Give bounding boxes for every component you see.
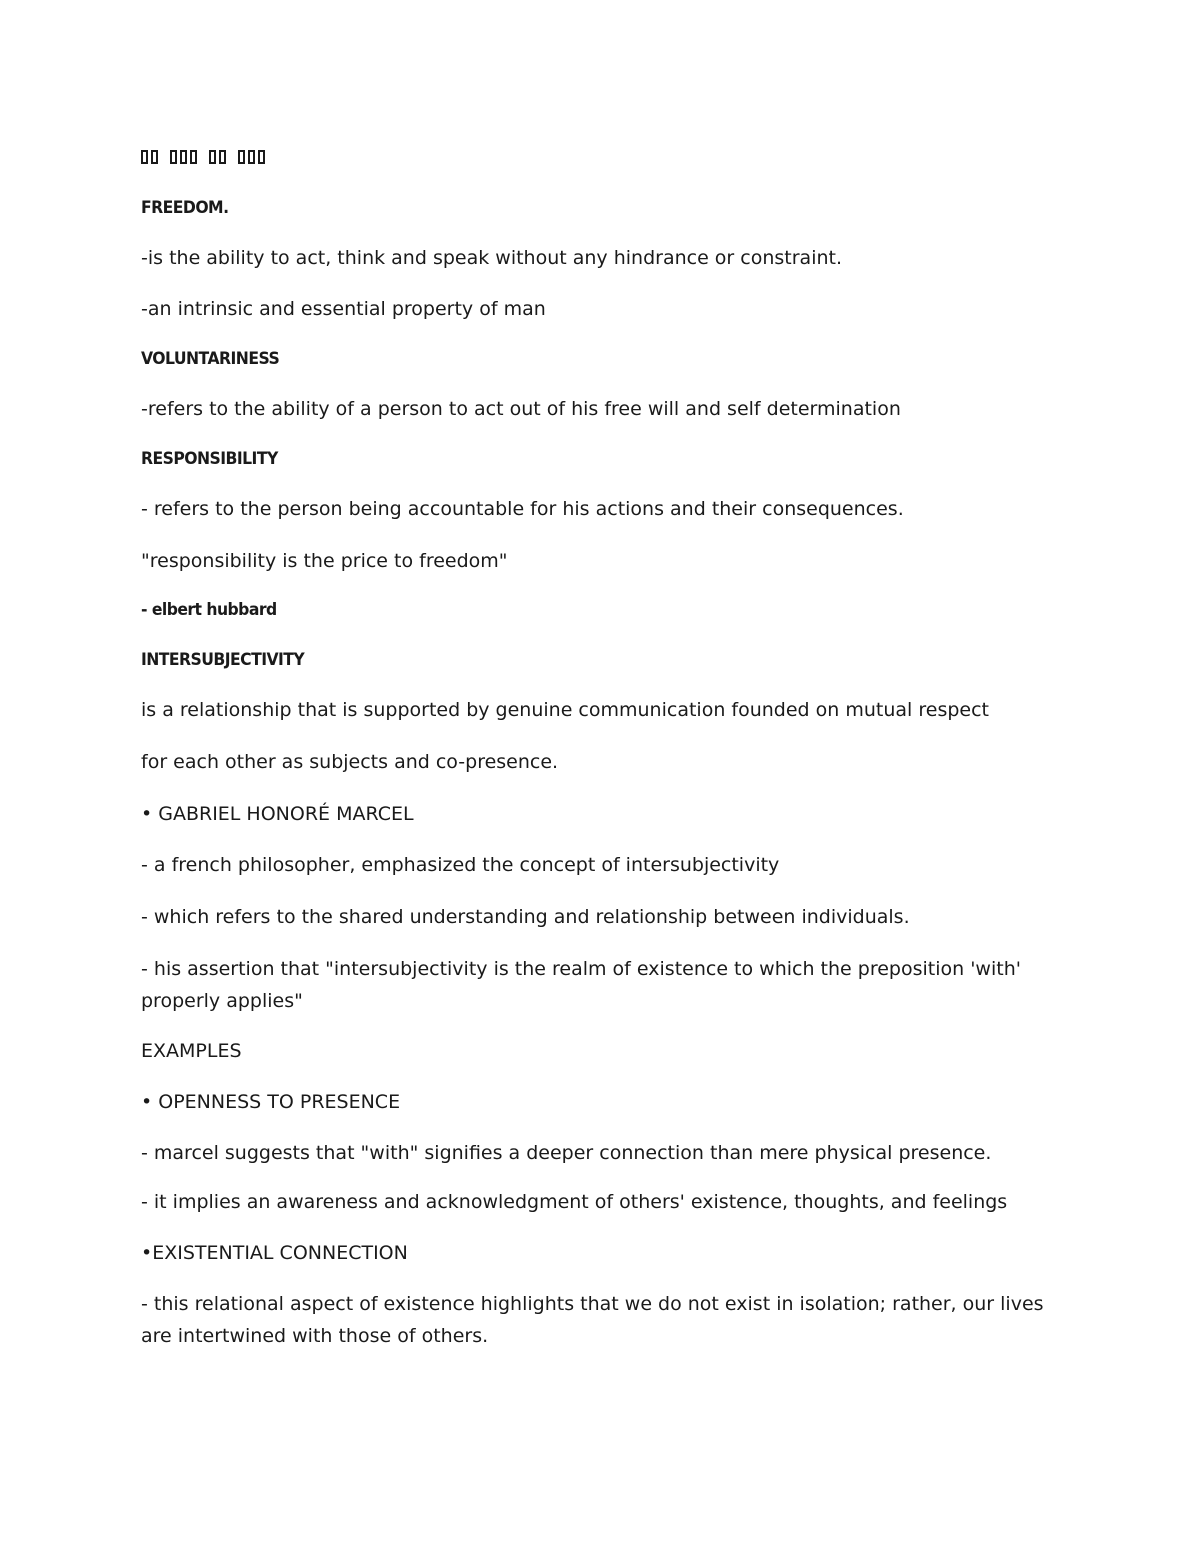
intersubjectivity-definition-1: is a relationship that is supported by genuine communication founded on mutual respect xyxy=(141,699,989,721)
title-glyphs xyxy=(141,145,265,169)
existential-point-1: - this relational aspect of existence highlights that we do not exist in isolation; rather, our lives are intertwined with those of others. xyxy=(141,1293,1044,1347)
responsibility-definition: - refers to the person being accountable for his actions and their consequences. xyxy=(141,498,904,520)
marcel-heading: • GABRIEL HONORÉ MARCEL xyxy=(141,803,414,825)
intersubjectivity-heading: INTERSUBJECTIVITY xyxy=(141,650,305,670)
openness-point-1: - marcel suggests that "with" signifies a deeper connection than mere physical presence. xyxy=(141,1142,992,1164)
freedom-definition-1: -is the ability to act, think and speak without any hindrance or constraint. xyxy=(141,247,843,269)
responsibility-heading: RESPONSIBILITY xyxy=(141,449,278,469)
existential-heading: •EXISTENTIAL CONNECTION xyxy=(141,1242,408,1264)
freedom-definition-2: -an intrinsic and essential property of man xyxy=(141,298,546,320)
voluntariness-definition: -refers to the ability of a person to act out of his free will and self determination xyxy=(141,398,901,420)
quote-text: "responsibility is the price to freedom" xyxy=(141,550,508,572)
openness-heading: • OPENNESS TO PRESENCE xyxy=(141,1091,401,1113)
quote-author: - elbert hubbard xyxy=(141,600,277,620)
marcel-point-2: - which refers to the shared understanding and relationship between individuals. xyxy=(141,906,910,928)
examples-heading: EXAMPLES xyxy=(141,1040,242,1062)
voluntariness-heading: VOLUNTARINESS xyxy=(141,349,280,369)
intersubjectivity-definition-2: for each other as subjects and co-presence. xyxy=(141,751,559,773)
marcel-point-1: - a french philosopher, emphasized the concept of intersubjectivity xyxy=(141,854,780,876)
freedom-heading: FREEDOM. xyxy=(141,198,229,218)
openness-point-2: - it implies an awareness and acknowledgment of others' existence, thoughts, and feelings xyxy=(141,1191,1008,1213)
marcel-point-3: - his assertion that "intersubjectivity is the realm of existence to which the preposition 'with' properly applies" xyxy=(141,958,1021,1012)
